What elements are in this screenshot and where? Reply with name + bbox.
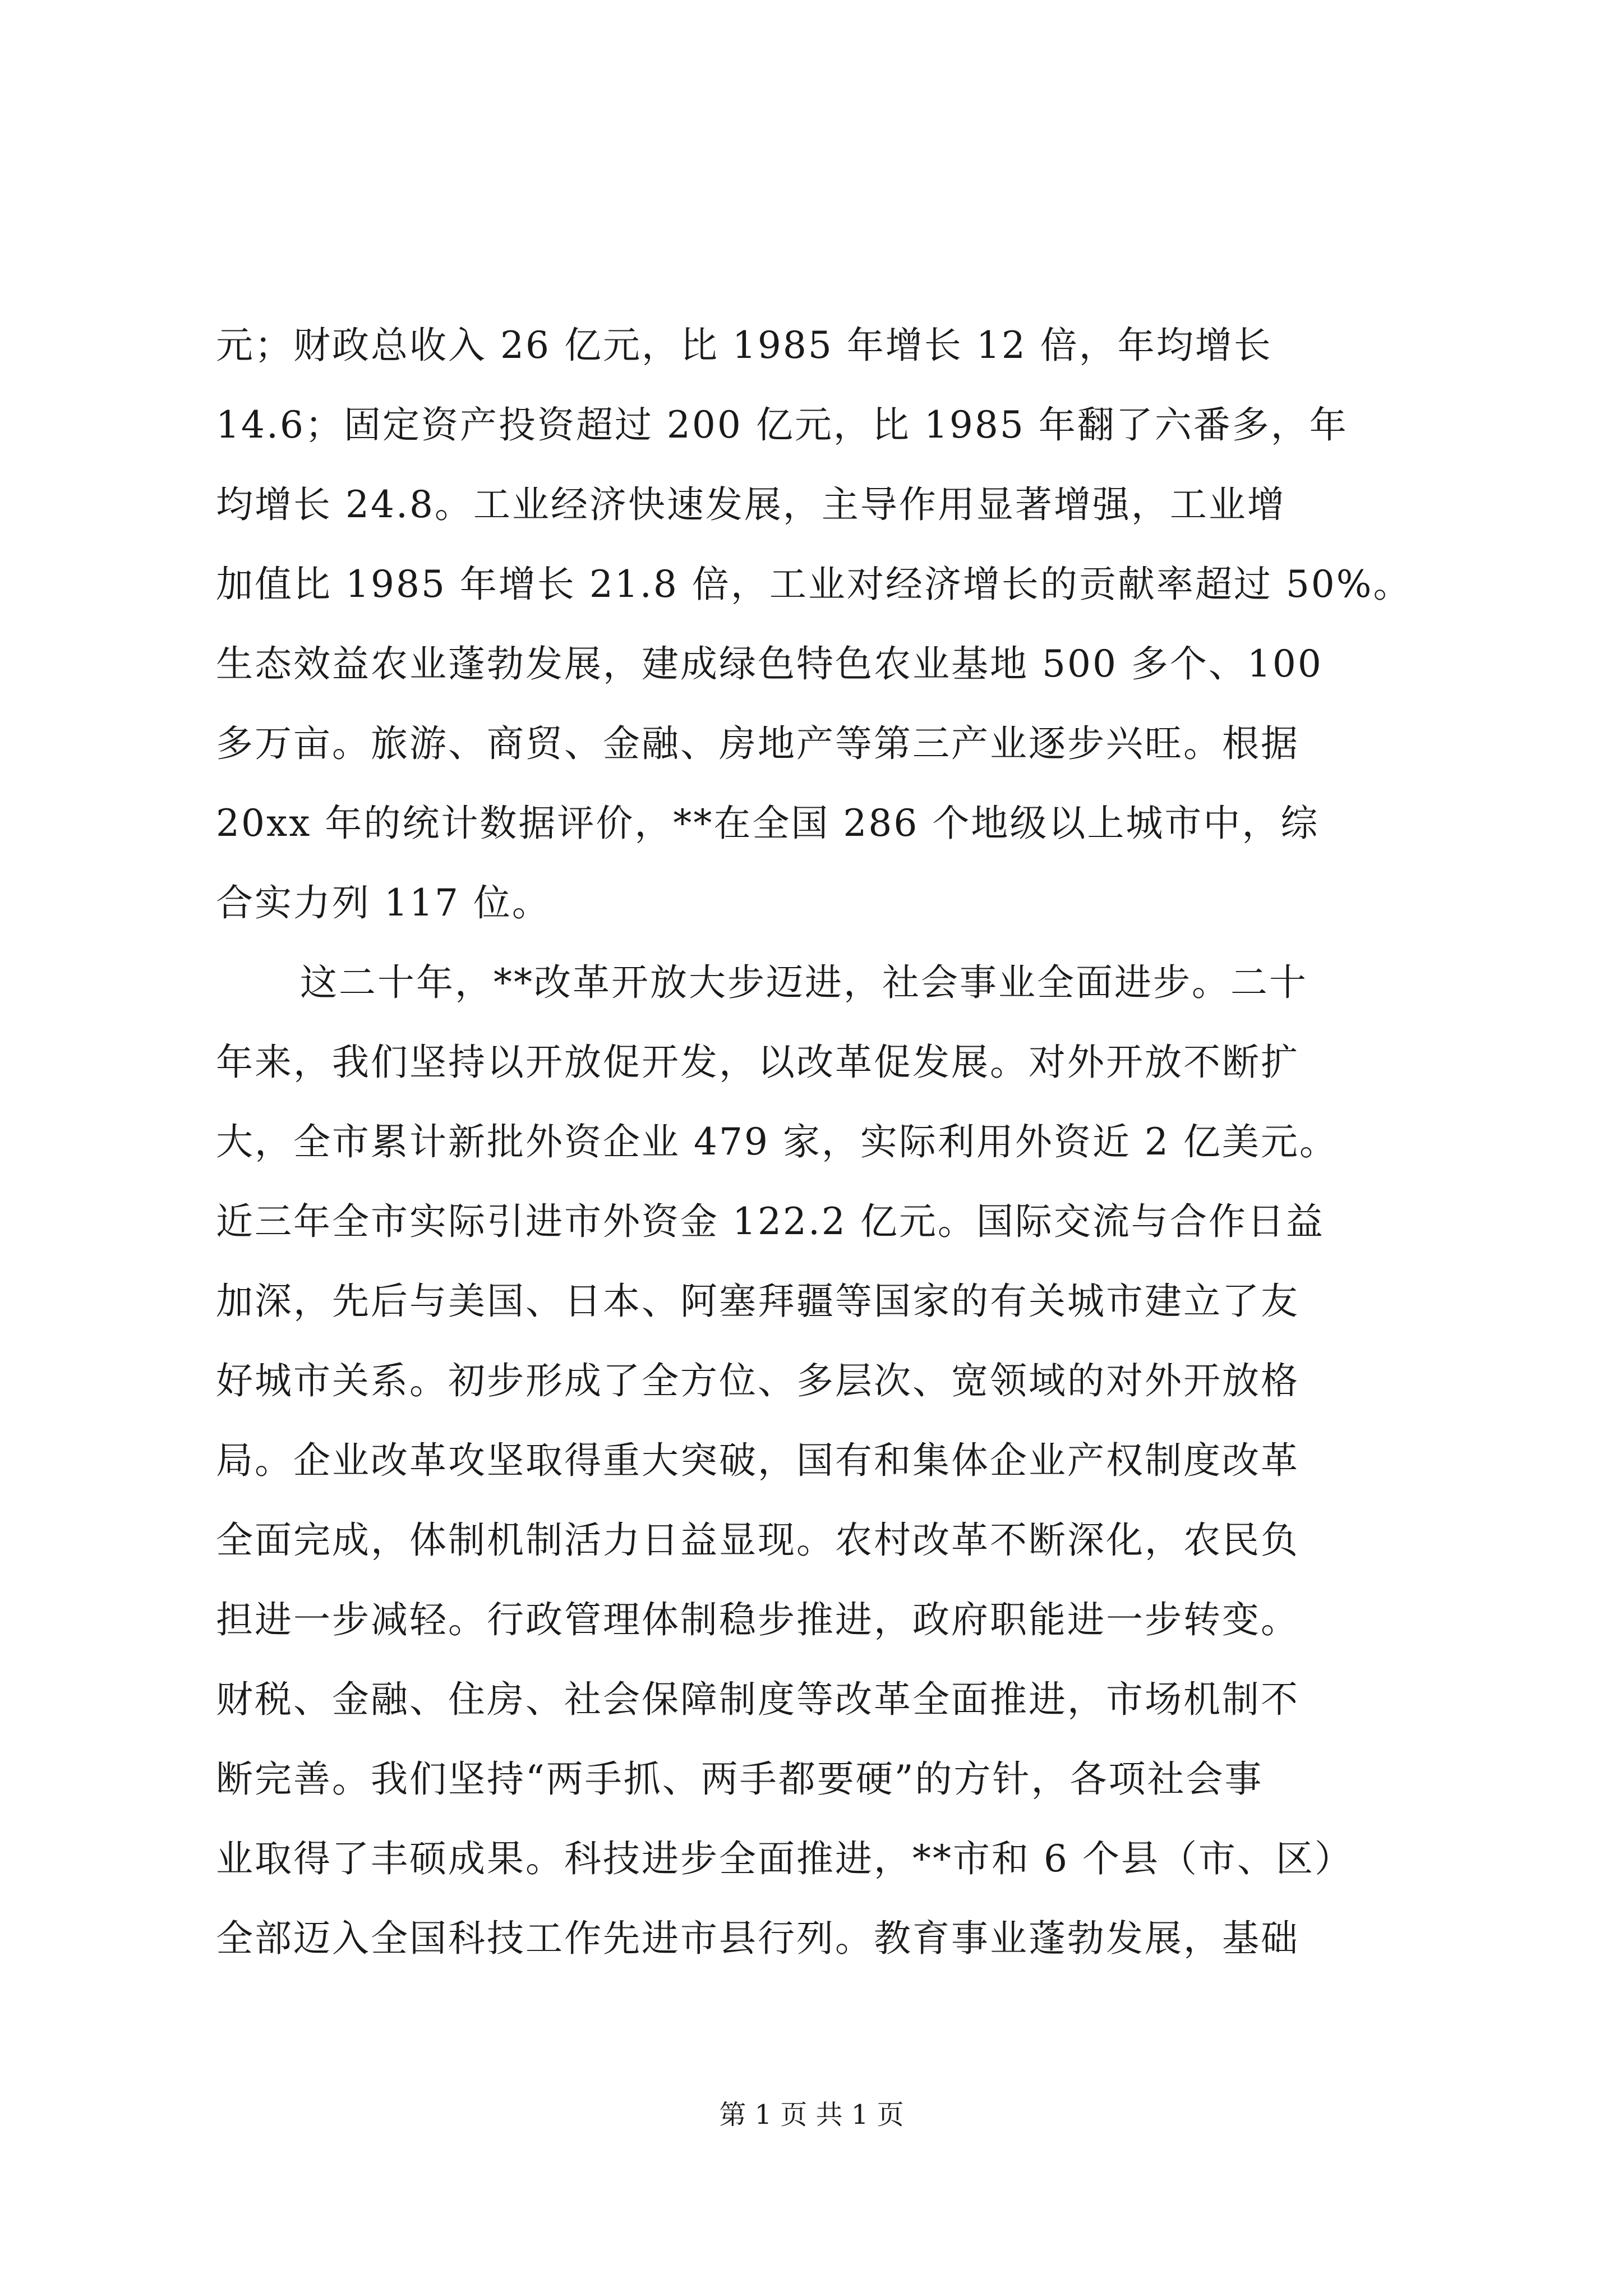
text-line: 局。企业改革攻坚取得重大突破，国有和集体企业产权制度改革 [216, 1439, 1299, 1482]
paragraph-start-line: 这二十年，**改革开放大步迈进，社会事业全面进步。二十 [300, 961, 1308, 1004]
text-line: 14.6；固定资产投资超过 200 亿元，比 1985 年翻了六番多，年 [216, 403, 1348, 447]
text-line: 好城市关系。初步形成了全方位、多层次、宽领域的对外开放格 [216, 1359, 1299, 1402]
text-line: 大，全市累计新批外资企业 479 家，实际利用外资近 2 亿美元。 [216, 1120, 1338, 1163]
text-line: 业取得了丰硕成果。科技进步全面推进，**市和 6 个县（市、区） [216, 1837, 1353, 1880]
text-line: 全部迈入全国科技工作先进市县行列。教育事业蓬勃发展，基础 [216, 1917, 1299, 1960]
text-line: 年来，我们坚持以开放促开发，以改革促发展。对外开放不断扩 [216, 1041, 1299, 1084]
text-line: 合实力列 117 位。 [216, 881, 551, 924]
text-line: 财税、金融、住房、社会保障制度等改革全面推进，市场机制不 [216, 1678, 1299, 1721]
text-line: 担进一步减轻。行政管理体制稳步推进，政府职能进一步转变。 [216, 1598, 1299, 1641]
text-line: 多万亩。旅游、商贸、金融、房地产等第三产业逐步兴旺。根据 [216, 722, 1299, 765]
text-line: 断完善。我们坚持“两手抓、两手都要硬”的方针，各项社会事 [216, 1757, 1264, 1801]
text-line: 生态效益农业蓬勃发展，建成绿色特色农业基地 500 多个、100 [216, 642, 1323, 685]
text-line: 20xx 年的统计数据评价，**在全国 286 个地级以上城市中，综 [216, 802, 1320, 845]
text-line: 全面完成，体制机制活力日益显现。农村改革不断深化，农民负 [216, 1519, 1299, 1562]
text-line: 元；财政总收入 26 亿元，比 1985 年增长 12 倍，年均增长 [216, 324, 1272, 367]
text-line: 近三年全市实际引进市外资金 122.2 亿元。国际交流与合作日益 [216, 1200, 1325, 1243]
page-footer: 第 1 页 共 1 页 [719, 2099, 904, 2131]
text-line: 加值比 1985 年增长 21.8 倍，工业对经济增长的贡献率超过 50%。 [216, 563, 1412, 606]
body-text [216, 306, 1422, 1978]
text-line: 加深，先后与美国、日本、阿塞拜疆等国家的有关城市建立了友 [216, 1280, 1299, 1323]
text-line: 均增长 24.8。工业经济快速发展，主导作用显著增强，工业增 [216, 483, 1286, 526]
